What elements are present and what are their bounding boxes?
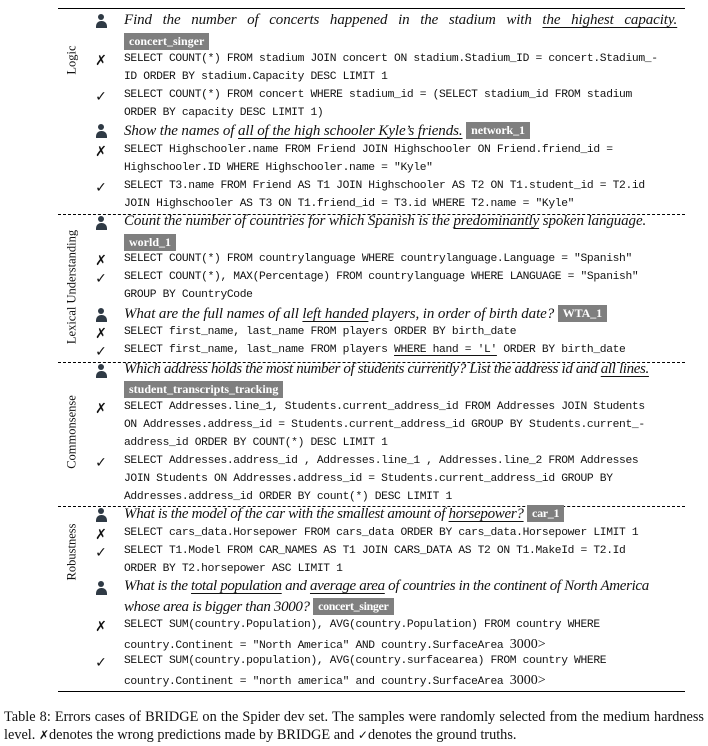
check-icon: ✓	[95, 545, 107, 561]
cross-icon: ✗	[95, 619, 107, 635]
cross-icon: ✗	[95, 401, 107, 417]
table-caption: Table 8: Errors cases of BRIDGE on the Spider dev set. The samples were randomly selected from the medium hardness level. ✗denotes the wrong predictions made by BRIDGE and ✓denotes the ground truths.	[4, 709, 704, 743]
top-rule	[58, 8, 685, 9]
cross-icon: ✗	[38, 728, 49, 742]
question-text: Count the number of countries for which Spanish is the predominantly spoken language.	[124, 213, 647, 229]
check-icon: ✓	[357, 728, 368, 742]
db-badge: WTA_1	[558, 305, 607, 322]
db-badge: world_1	[124, 234, 176, 251]
person-icon	[95, 216, 108, 230]
check-icon: ✓	[95, 455, 107, 471]
question-text: What is the total population and average area of countries in the continent of North America	[124, 578, 649, 594]
category-label-robustness: Robustness	[64, 523, 79, 581]
person-icon	[95, 124, 108, 138]
db-badge: student_transcripts_tracking	[124, 381, 283, 398]
category-label-lexical-understanding: Lexical Understanding	[64, 229, 79, 345]
person-icon	[95, 508, 108, 522]
cross-icon: ✗	[95, 326, 107, 342]
check-icon: ✓	[95, 655, 107, 671]
question-text: Which address holds the most number of students currently? List the address id and all lines.	[124, 361, 649, 377]
question-text: What are the full names of all left handed players, in order of birth date? WTA_1	[124, 305, 607, 323]
question-text-line2: whose area is bigger than 3000? concert_singer	[124, 598, 394, 616]
cross-icon: ✗	[95, 53, 107, 69]
check-icon: ✓	[95, 89, 107, 105]
question-text: What is the model of the car with the smallest amount of horsepower? car_1	[124, 505, 564, 523]
question-text: Find the number of concerts happened in the stadium with the highest capacity.	[124, 12, 678, 28]
check-icon: ✓	[95, 344, 107, 360]
db-badge: network_1	[466, 122, 530, 139]
db-badge: concert_singer	[124, 33, 209, 50]
person-icon	[95, 364, 108, 378]
check-icon: ✓	[95, 180, 107, 196]
cross-icon: ✗	[95, 527, 107, 543]
person-icon	[95, 581, 108, 595]
category-label-commonsense: Commonsense	[64, 395, 79, 469]
cross-icon: ✗	[95, 253, 107, 269]
db-badge: concert_singer	[313, 598, 393, 615]
check-icon: ✓	[95, 271, 107, 287]
category-label-logic: Logic	[64, 45, 79, 75]
person-icon	[95, 308, 108, 322]
bottom-rule	[58, 691, 685, 692]
cross-icon: ✗	[95, 144, 107, 160]
person-icon	[95, 14, 108, 28]
db-badge: car_1	[527, 505, 564, 522]
question-text: Show the names of all of the high schooler Kyle’s friends. network_1	[124, 122, 530, 140]
